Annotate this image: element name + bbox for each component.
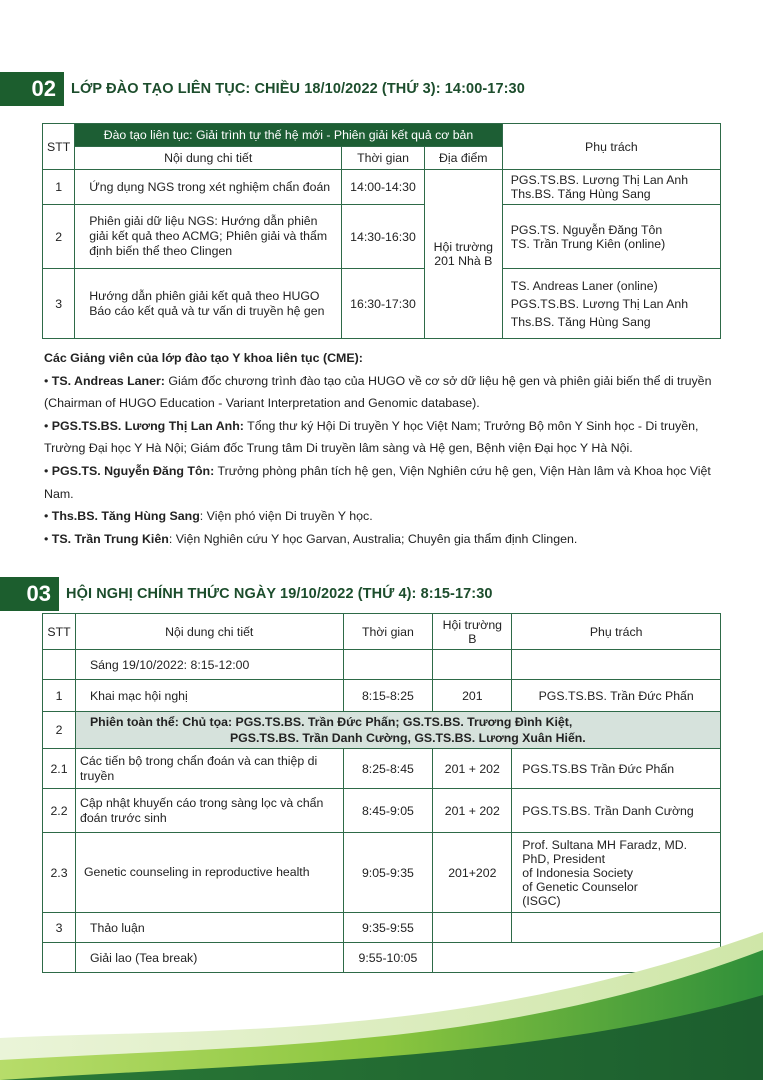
section-2-title: LỚP ĐÀO TẠO LIÊN TỤC: CHIỀU 18/10/2022 (THỨ 3): 14:00-17:30 — [71, 81, 525, 97]
table-row — [43, 650, 721, 680]
lecturer-item: • PGS.TS. Nguyễn Đăng Tôn: Trưởng phòng phân tích hệ gen, Viện Nghiên cứu hệ gen, Viện Hàn lâm và Khoa học Việt Nam. — [44, 463, 711, 501]
section-2-header — [0, 72, 525, 106]
hall-header: Hội trường B — [433, 614, 512, 650]
time-header: Thời gian — [343, 614, 433, 650]
charge-header: Phụ trách — [512, 614, 721, 650]
table-row: 1 Khai mạc hội nghị 8:15-8:25 201 PGS.TS.BS. Trần Đức Phấn — [43, 680, 721, 712]
table-row: 2.2 Cập nhật khuyến cáo trong sàng lọc và chẩn đoán trước sinh 8:45-9:05 201 + 202 PGS.TS.BS. Trần Danh Cường — [43, 789, 721, 833]
lecturer-item: • TS. Andreas Laner: Giám đốc chương trình đào tạo của HUGO về cơ sở dữ liệu hệ gen và phiên giải biến thể di truyền (Chairman of HUGO Education - Variant Interpretation and Genomic database). — [44, 373, 712, 411]
lecturer-item: • PGS.TS.BS. Lương Thị Lan Anh: Tổng thư ký Hội Di truyền Y học Việt Nam; Trưởng Bộ môn Y Sinh học - Di truyền, Trường Đại học Y Hà Nội; Giám đốc Trung tâm Di truyền lâm sàng và Hệ gen, Bệnh viện Đại học Y Hà Nội. — [44, 418, 699, 456]
table-row: 1 Ứng dụng NGS trong xét nghiệm chẩn đoán 14:00-14:30 Hội trường 201 Nhà B PGS.TS.BS. Lương Thị Lan Anh Ths.BS. Tăng Hùng Sang — [43, 170, 721, 205]
decorative-wave — [0, 910, 763, 1080]
charge-header: Phụ trách — [502, 124, 720, 170]
section-2-number: 02 — [0, 72, 64, 106]
section-3-header — [0, 577, 493, 611]
table-row: 3 Thảo luận 9:35-9:55 — [43, 913, 721, 943]
plenary-row: 2 Phiên toàn thể: Chủ tọa: PGS.TS.BS. Trần Đức Phấn; GS.TS.BS. Trương Đình Kiệt, PGS.TS.BS. Trần Danh Cường, GS.TS.BS. Lương Xuân Hiến. — [43, 712, 721, 749]
table-row: Giải lao (Tea break) 9:55-10:05 — [43, 943, 721, 973]
lecturers-section — [44, 347, 724, 550]
morning-label: Sáng 19/10/2022: 8:15-12:00 — [75, 650, 343, 680]
table-row: 2.3 Genetic counseling in reproductive health 9:05-9:35 201+202 Prof. Sultana MH Faradz, MD. PhD, President of Indonesia Society of Genetic Counselor (ISGC) — [43, 833, 721, 913]
time-header: Thời gian — [342, 147, 425, 170]
content-header: Nội dung chi tiết — [75, 614, 343, 650]
place-header: Địa điểm — [424, 147, 502, 170]
stt-header: STT — [43, 124, 75, 170]
lecturers-heading: Các Giảng viên của lớp đào tạo Y khoa liên tục (CME): — [44, 351, 363, 365]
lecturer-item: • TS. Trần Trung Kiên: Viện Nghiên cứu Y học Garvan, Australia; Chuyên gia thẩm định Clingen. — [44, 531, 578, 546]
table-row: 2.1 Các tiến bộ trong chẩn đoán và can thiệp di truyền 8:25-8:45 201 + 202 PGS.TS.BS Trần Đức Phấn — [43, 749, 721, 789]
table-row: 3 Hướng dẫn phiên giải kết quả theo HUGO Báo cáo kết quả và tư vấn di truyền hệ gen 16:30-17:30 TS. Andreas Laner (online) PGS.TS.BS. Lương Thị Lan Anh Ths.BS. Tăng Hùng Sang — [43, 269, 721, 339]
lecturer-item: • Ths.BS. Tăng Hùng Sang: Viện phó viện Di truyền Y học. — [44, 509, 373, 524]
content-header: Nội dung chi tiết — [75, 147, 342, 170]
place-cell: Hội trường 201 Nhà B — [424, 170, 502, 339]
table-row: 2 Phiên giải dữ liệu NGS: Hướng dẫn phiên giải kết quả theo ACMG; Phiên giải và thẩm định biến thể theo Clingen 14:30-16:30 PGS.TS. Nguyễn Đăng Tôn TS. Trần Trung Kiên (online) — [43, 205, 721, 269]
training-group-header: Đào tạo liên tục: Giải trình tự thế hệ mới - Phiên giải kết quả cơ bản — [75, 124, 502, 147]
stt-header: STT — [43, 614, 76, 650]
section-3-number: 03 — [0, 577, 59, 611]
section-3-title: HỘI NGHỊ CHÍNH THỨC NGÀY 19/10/2022 (THỨ 4): 8:15-17:30 — [66, 586, 493, 602]
cme-schedule-table — [42, 123, 721, 339]
